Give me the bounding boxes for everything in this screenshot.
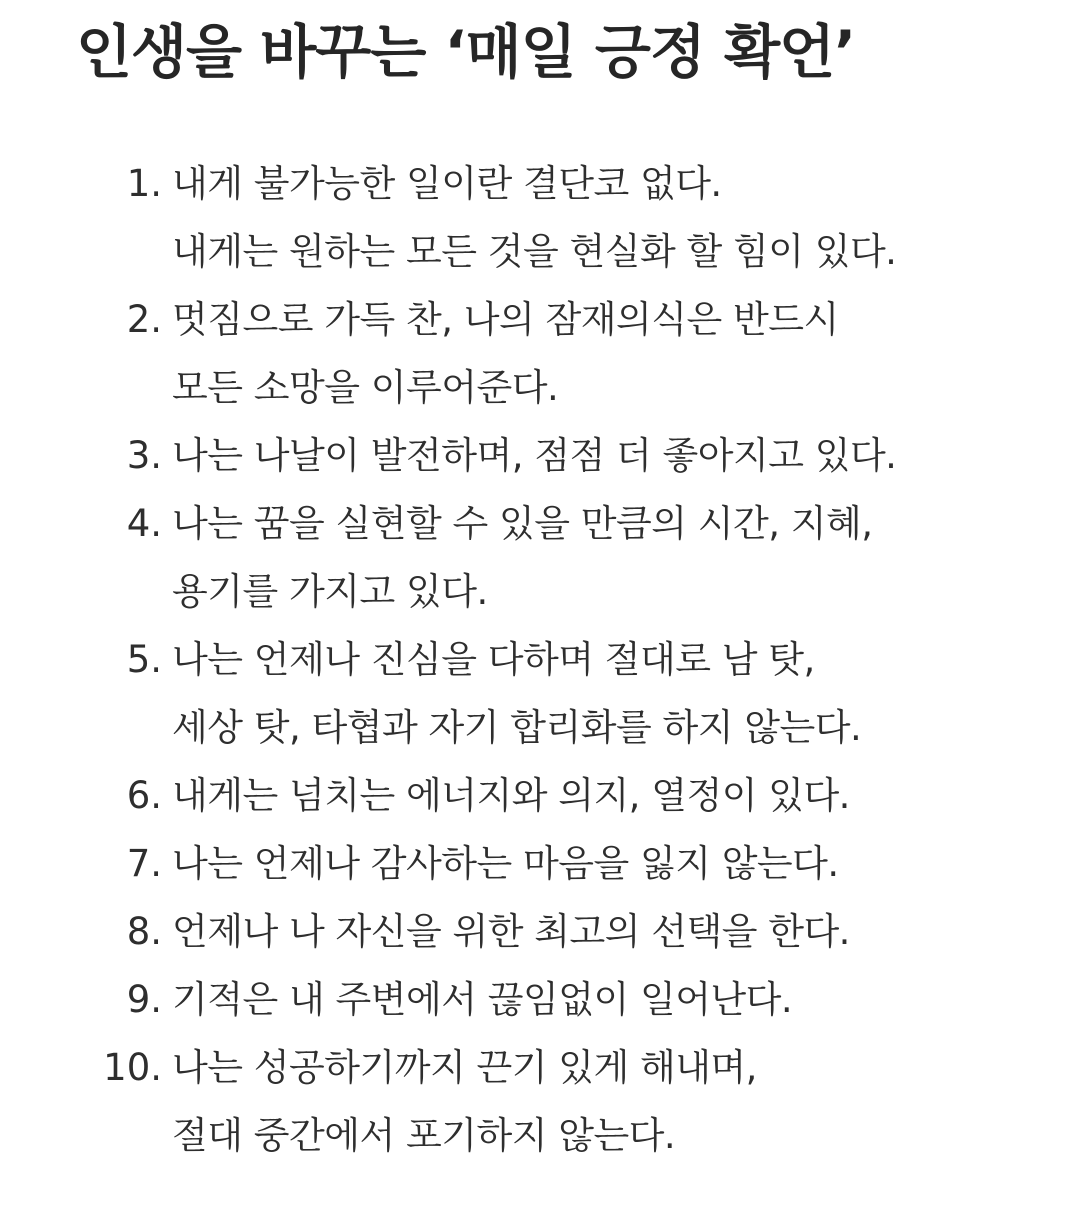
item-text: 나는 나날이 발전하며, 점점 더 좋아지고 있다. <box>172 434 897 477</box>
item-number: 8. <box>126 910 162 953</box>
item-text: 절대 중간에서 포기하지 않는다. <box>172 1114 676 1157</box>
item-number: 6. <box>126 774 162 817</box>
item-text: 모든 소망을 이루어준다. <box>172 366 559 409</box>
affirmation-list <box>0 150 1080 1170</box>
item-number: 9. <box>126 978 162 1021</box>
item-text: 나는 언제나 진심을 다하며 절대로 남 탓, <box>172 638 815 681</box>
item-text: 용기를 가지고 있다. <box>172 570 488 613</box>
item-text: 기적은 내 주변에서 끊임없이 일어난다. <box>172 978 793 1021</box>
item-number: 3. <box>126 434 162 477</box>
list-item <box>0 286 1080 422</box>
item-number: 1. <box>126 162 162 205</box>
list-item <box>0 830 1080 898</box>
page-title: 인생을 바꾸는 ‘매일 긍정 확언’ <box>76 18 856 86</box>
list-item <box>0 626 1080 762</box>
item-text: 멋짐으로 가득 찬, 나의 잠재의식은 반드시 <box>172 298 839 341</box>
item-number: 10. <box>103 1046 162 1089</box>
list-item <box>0 150 1080 286</box>
item-text: 내게는 넘치는 에너지와 의지, 열정이 있다. <box>172 774 850 817</box>
list-item <box>0 898 1080 966</box>
item-text: 나는 성공하기까지 끈기 있게 해내며, <box>172 1046 757 1089</box>
list-item <box>0 966 1080 1034</box>
item-number: 2. <box>126 298 162 341</box>
item-text: 언제나 나 자신을 위한 최고의 선택을 한다. <box>172 910 850 953</box>
item-number: 5. <box>126 638 162 681</box>
item-text: 세상 탓, 타협과 자기 합리화를 하지 않는다. <box>172 706 862 749</box>
list-item <box>0 422 1080 490</box>
list-item <box>0 1034 1080 1170</box>
item-number: 4. <box>126 502 162 545</box>
list-item <box>0 490 1080 626</box>
item-text: 내게 불가능한 일이란 결단코 없다. <box>172 162 722 205</box>
item-text: 내게는 원하는 모든 것을 현실화 할 힘이 있다. <box>172 230 897 273</box>
item-number: 7. <box>126 842 162 885</box>
list-item <box>0 762 1080 830</box>
item-text: 나는 언제나 감사하는 마음을 잃지 않는다. <box>172 842 839 885</box>
item-text: 나는 꿈을 실현할 수 있을 만큼의 시간, 지혜, <box>172 502 873 545</box>
